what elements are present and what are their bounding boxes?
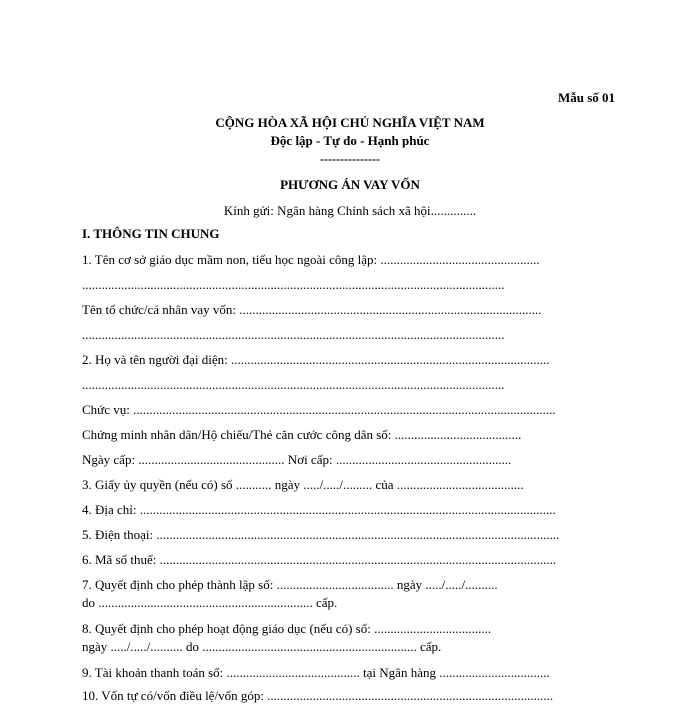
field-line: 6. Mã số thuế: .......................................................................................................................... bbox=[82, 552, 557, 567]
field-line: 2. Họ và tên người đại diện: .................................................................................................. bbox=[82, 352, 550, 367]
field-line: Tên tổ chức/cá nhân vay vốn: ............................................................................................. bbox=[82, 302, 542, 317]
field-line: 3. Giấy ủy quyền (nếu có) số ........... ngày ...../...../......... của ....................................... bbox=[82, 477, 524, 492]
field-line: 8. Quyết định cho phép hoạt động giáo dục (nếu có) số: .................................... bbox=[82, 621, 492, 636]
document-title: PHƯƠNG ÁN VAY VỐN bbox=[280, 177, 420, 192]
field-line: Ngày cấp: ............................................. Nơi cấp: ...................................................... bbox=[82, 452, 512, 467]
field-line: 10. Vốn tự có/vốn điều lệ/vốn góp: ........................................................................................ bbox=[82, 688, 554, 703]
section-heading: I. THÔNG TIN CHUNG bbox=[82, 226, 220, 241]
field-line: 1. Tên cơ sở giáo dục mầm non, tiểu học ngoài công lập: ................................................. bbox=[82, 252, 540, 267]
nation-header: CỘNG HÒA XÃ HỘI CHỦ NGHĨA VIỆT NAM bbox=[215, 115, 485, 130]
recipient-line: Kính gửi: Ngân hàng Chính sách xã hội.............. bbox=[223, 203, 477, 218]
field-line: .................................................................................................................................. bbox=[82, 277, 505, 292]
field-line: 7. Quyết định cho phép thành lập số: .................................... ngày ...../...../.......... bbox=[82, 577, 498, 592]
field-line: 4. Địa chỉ: ................................................................................................................................ bbox=[82, 502, 556, 517]
field-line: 5. Điện thoại: ............................................................................................................................ bbox=[82, 527, 560, 542]
field-line: .................................................................................................................................. bbox=[82, 377, 505, 392]
field-line: Chức vụ: .................................................................................................................................. bbox=[82, 402, 556, 417]
field-line: ngày ...../...../.......... do .................................................................. cấp. bbox=[82, 639, 442, 654]
field-line: 9. Tài khoản thanh toán số: ......................................... tại Ngân hàng .................................. bbox=[82, 665, 550, 680]
field-line: do .................................................................. cấp. bbox=[82, 595, 338, 610]
field-line: .................................................................................................................................. bbox=[82, 327, 505, 342]
header-divider: --------------- bbox=[320, 152, 380, 166]
motto: Độc lập - Tự do - Hạnh phúc bbox=[270, 133, 430, 148]
form-number: Mẫu số 01 bbox=[558, 90, 616, 105]
field-line: Chứng minh nhân dân/Hộ chiếu/Thẻ căn cước công dân số: ....................................... bbox=[82, 427, 522, 442]
